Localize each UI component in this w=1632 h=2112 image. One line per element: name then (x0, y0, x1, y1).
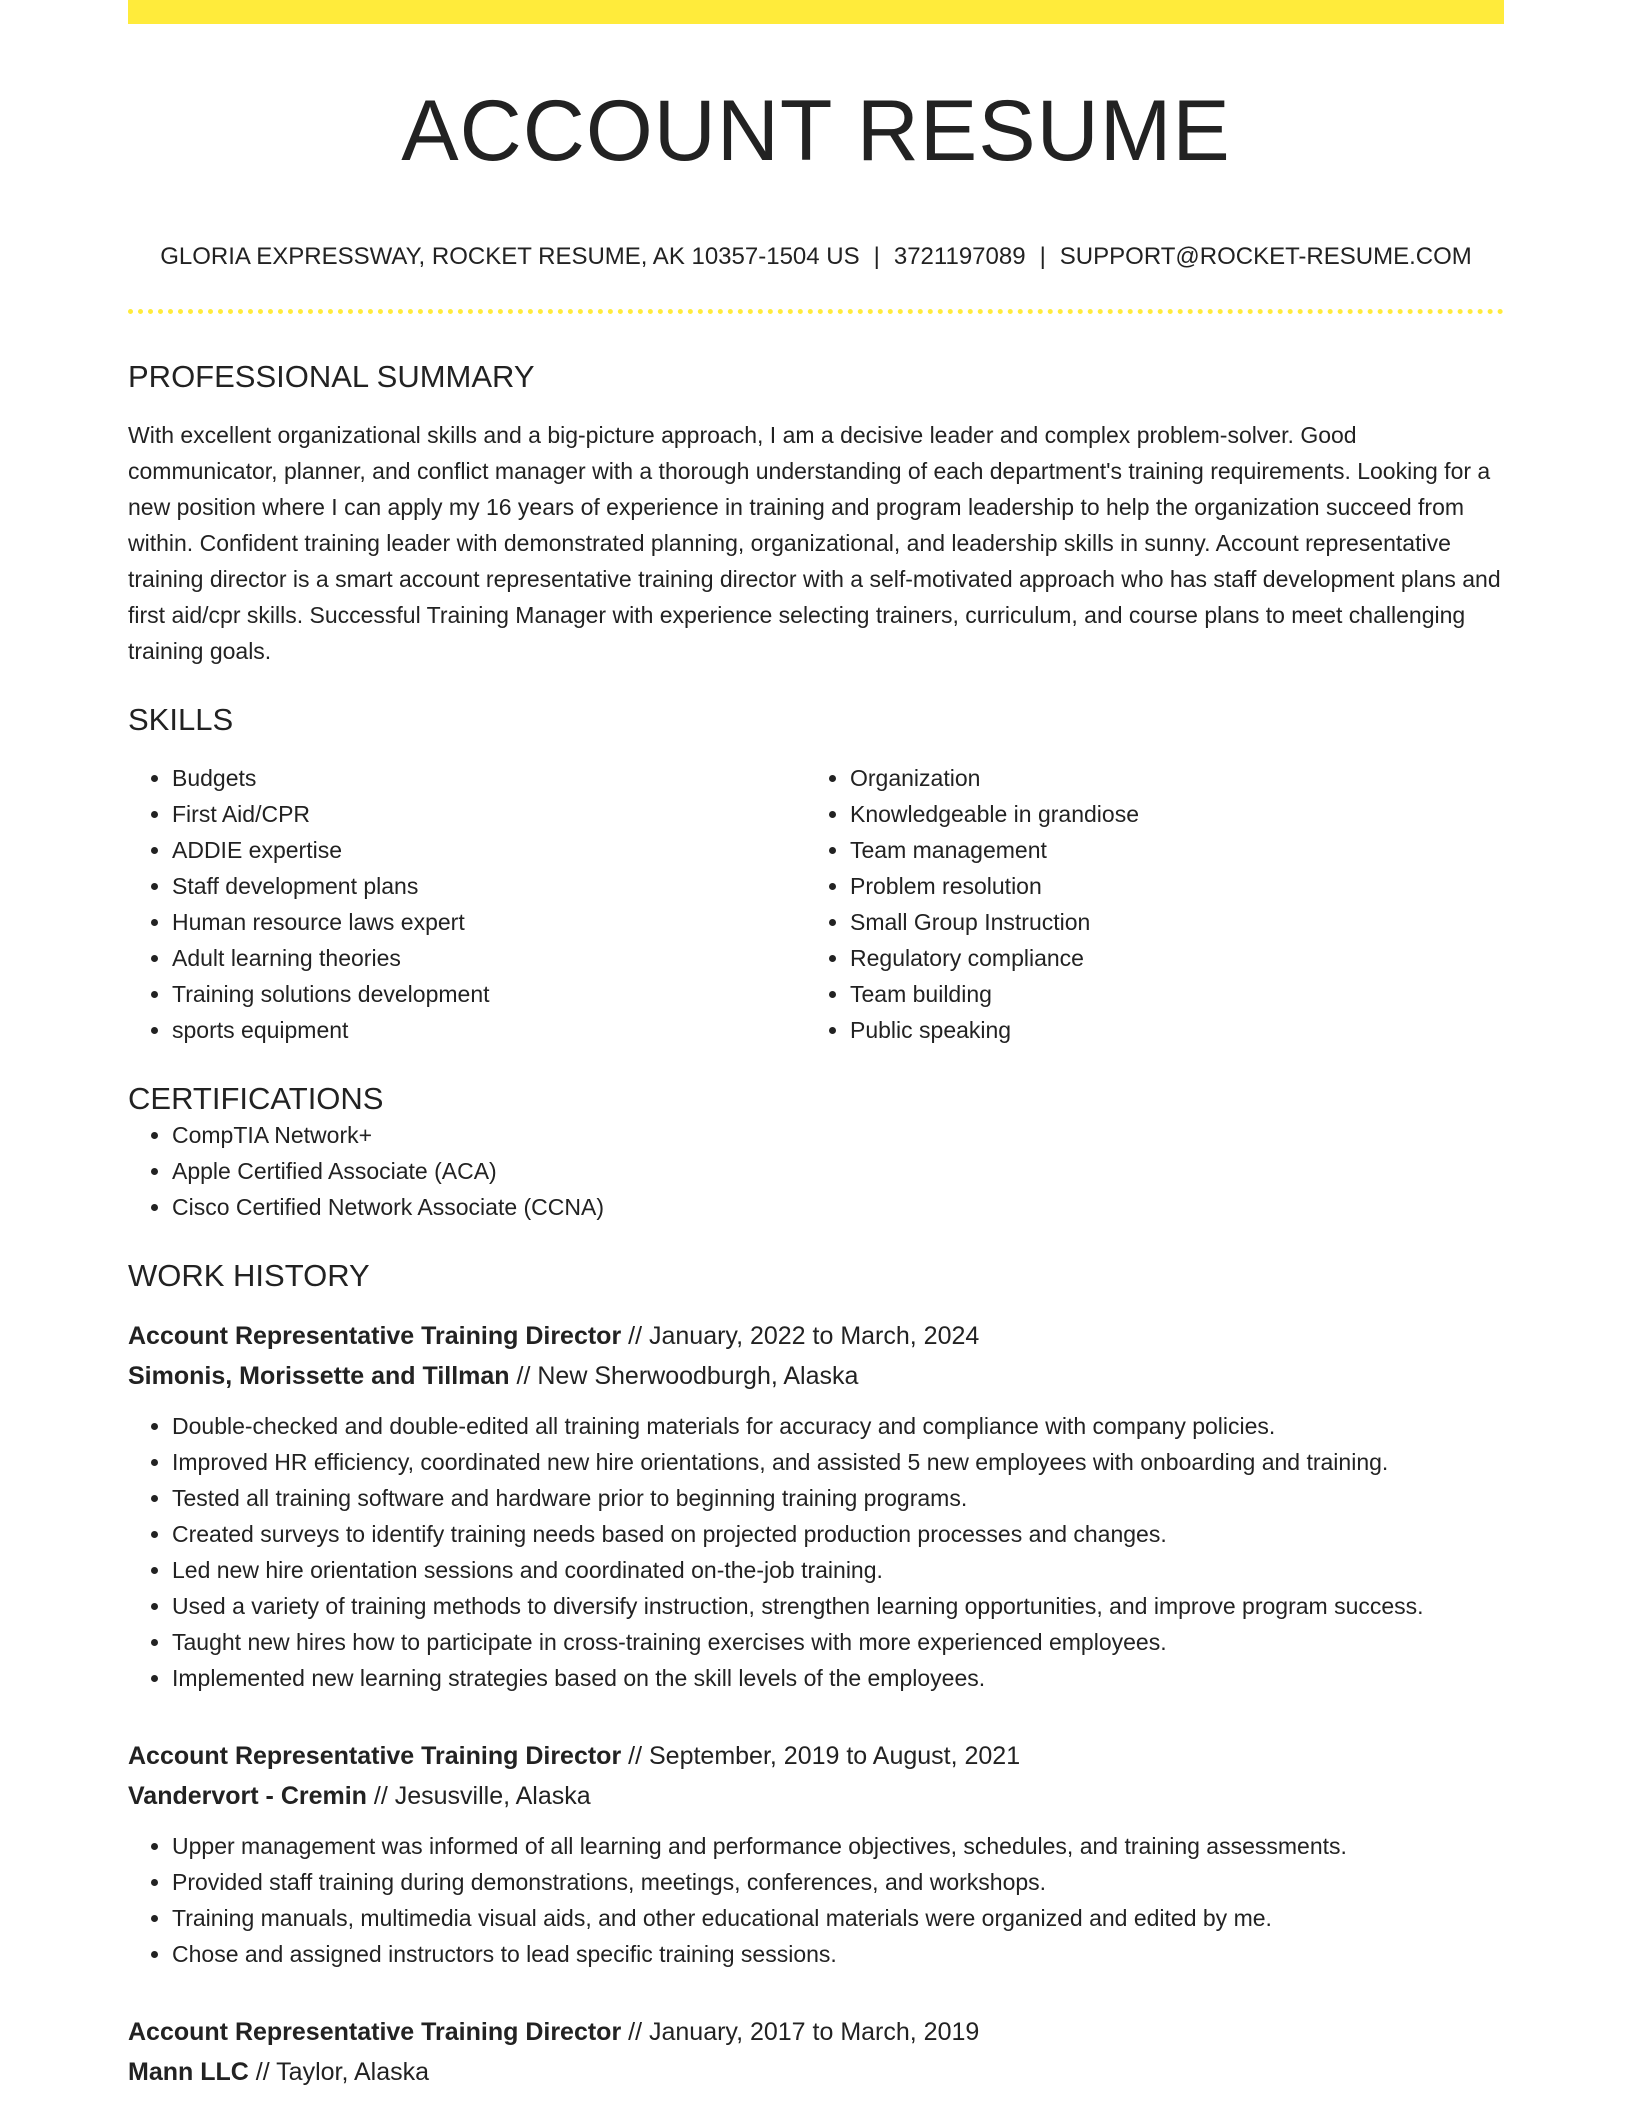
job-title-line (128, 1316, 1504, 1356)
job-dates: January, 2022 to March, 2024 (648, 1322, 980, 1351)
job-title-line (128, 2012, 1504, 2052)
job-company: Vandervort - Cremin (128, 1782, 367, 1811)
skill-item: • Public speaking (850, 1012, 1484, 1048)
job-title-line (128, 1736, 1504, 1776)
job-company-line (128, 1776, 1504, 1816)
job-company-line (128, 1356, 1504, 1396)
job-bullet: • Chose and assigned instructors to lead specific training sessions. (172, 1936, 1504, 1972)
summary-text: With excellent organizational skills and a big-picture approach, I am a decisive leader and complex problem-solver. Good communicator, planner, and conflict manager with a thorough understanding of each department's training requirements. Looking for a new position where I can apply my 16 years of experience in training and program leadership to help the organization succeed from within. Confident training leader with demonstrated planning, organizational, and leadership skills in sunny. Account representative training director is a smart account representative training director with a self-motivated approach who has staff development plans and first aid/cpr skills. Successful Training Manager with experience selecting trainers, curriculum, and course plans to meet challenging training goals. (128, 421, 1501, 664)
job-entry (128, 2012, 1504, 2092)
job-bullet: • Created surveys to identify training needs based on projected production processes and changes. (172, 1516, 1504, 1552)
job-bullet: • Improved HR efficiency, coordinated new hire orientations, and assisted 5 new employees with onboarding and training. (172, 1444, 1504, 1480)
contact-line (128, 243, 1504, 271)
skill-item: • Budgets (172, 760, 806, 796)
certification-item: • Cisco Certified Network Associate (CCNA) (172, 1189, 1504, 1225)
contact-separator: | (1039, 242, 1046, 270)
address: GLORIA EXPRESSWAY, ROCKET RESUME, AK 10357-1504 US (160, 242, 860, 270)
job-company: Simonis, Morissette and Tillman (128, 1362, 510, 1391)
summary-heading: PROFESSIONAL SUMMARY (128, 358, 535, 394)
job-bullet: • Provided staff training during demonstrations, meetings, conferences, and workshops. (172, 1864, 1504, 1900)
resume-page (128, 0, 1504, 2092)
skill-item: • ADDIE expertise (172, 832, 806, 868)
job-role: Account Representative Training Director (128, 1742, 622, 1771)
job-location: Jesusville, Alaska (394, 1782, 591, 1811)
job-bullet: • Double-checked and double-edited all training materials for accuracy and compliance with company policies. (172, 1408, 1504, 1444)
skill-item: • Team management (850, 832, 1484, 868)
email: SUPPORT@ROCKET-RESUME.COM (1059, 242, 1472, 270)
skill-item: • Small Group Instruction (850, 904, 1484, 940)
skills-right-list (806, 760, 1484, 1048)
certification-item: • CompTIA Network+ (172, 1117, 1504, 1153)
job-entry (128, 1736, 1504, 1972)
job-dates: September, 2019 to August, 2021 (648, 1742, 1021, 1771)
skill-item: • Adult learning theories (172, 940, 806, 976)
certifications-heading: CERTIFICATIONS (128, 1080, 384, 1116)
skill-item: • Staff development plans (172, 868, 806, 904)
skill-item: • Regulatory compliance (850, 940, 1484, 976)
skill-item: • sports equipment (172, 1012, 806, 1048)
job-bullet: • Tested all training software and hardware prior to beginning training programs. (172, 1480, 1504, 1516)
skill-item: • Training solutions development (172, 976, 806, 1012)
job-bullet: • Taught new hires how to participate in cross-training exercises with more experienced employees. (172, 1624, 1504, 1660)
skills-left-list (128, 760, 806, 1048)
job-separator: // (621, 2018, 649, 2047)
skill-item: • Knowledgeable in grandiose (850, 796, 1484, 832)
job-location: Taylor, Alaska (276, 2058, 430, 2087)
job-company: Mann LLC (128, 2058, 249, 2087)
job-role: Account Representative Training Director (128, 1322, 622, 1351)
skills-heading: SKILLS (128, 701, 234, 737)
skill-item: • First Aid/CPR (172, 796, 806, 832)
certification-item: • Apple Certified Associate (ACA) (172, 1153, 1504, 1189)
skill-item: • Human resource laws expert (172, 904, 806, 940)
job-bullet: • Training manuals, multimedia visual aids, and other educational materials were organized and edited by me. (172, 1900, 1504, 1936)
job-separator: // (366, 1782, 395, 1811)
job-dates: January, 2017 to March, 2019 (648, 2018, 980, 2047)
job-bullet: • Implemented new learning strategies based on the skill levels of the employees. (172, 1660, 1504, 1696)
job-role: Account Representative Training Director (128, 2018, 622, 2047)
accent-bar (128, 0, 1504, 24)
skills-columns (128, 760, 1504, 1048)
job-separator: // (509, 1362, 538, 1391)
job-location: New Sherwoodburgh, Alaska (537, 1362, 859, 1391)
job-bullet: • Used a variety of training methods to diversify instruction, strengthen learning opportunities, and improve program success. (172, 1588, 1504, 1624)
job-company-line (128, 2052, 1504, 2092)
skill-item: • Organization (850, 760, 1484, 796)
contact-separator: | (873, 242, 880, 270)
job-separator: // (621, 1742, 649, 1771)
job-bullets (128, 1408, 1504, 1696)
job-bullet: • Upper management was informed of all learning and performance objectives, schedules, and training assessments. (172, 1828, 1504, 1864)
work-history-heading: WORK HISTORY (128, 1258, 370, 1294)
phone: 3721197089 (893, 242, 1026, 270)
job-entry (128, 1316, 1504, 1696)
job-separator: // (248, 2058, 277, 2087)
dotted-divider (128, 309, 1504, 314)
skill-item: • Problem resolution (850, 868, 1484, 904)
job-separator: // (621, 1322, 649, 1351)
resume-title: ACCOUNT RESUME (401, 83, 1231, 179)
job-bullet: • Led new hire orientation sessions and coordinated on-the-job training. (172, 1552, 1504, 1588)
work-history-list (128, 1316, 1504, 2092)
certifications-list (128, 1117, 1504, 1225)
job-bullets (128, 1828, 1504, 1972)
skill-item: • Team building (850, 976, 1484, 1012)
